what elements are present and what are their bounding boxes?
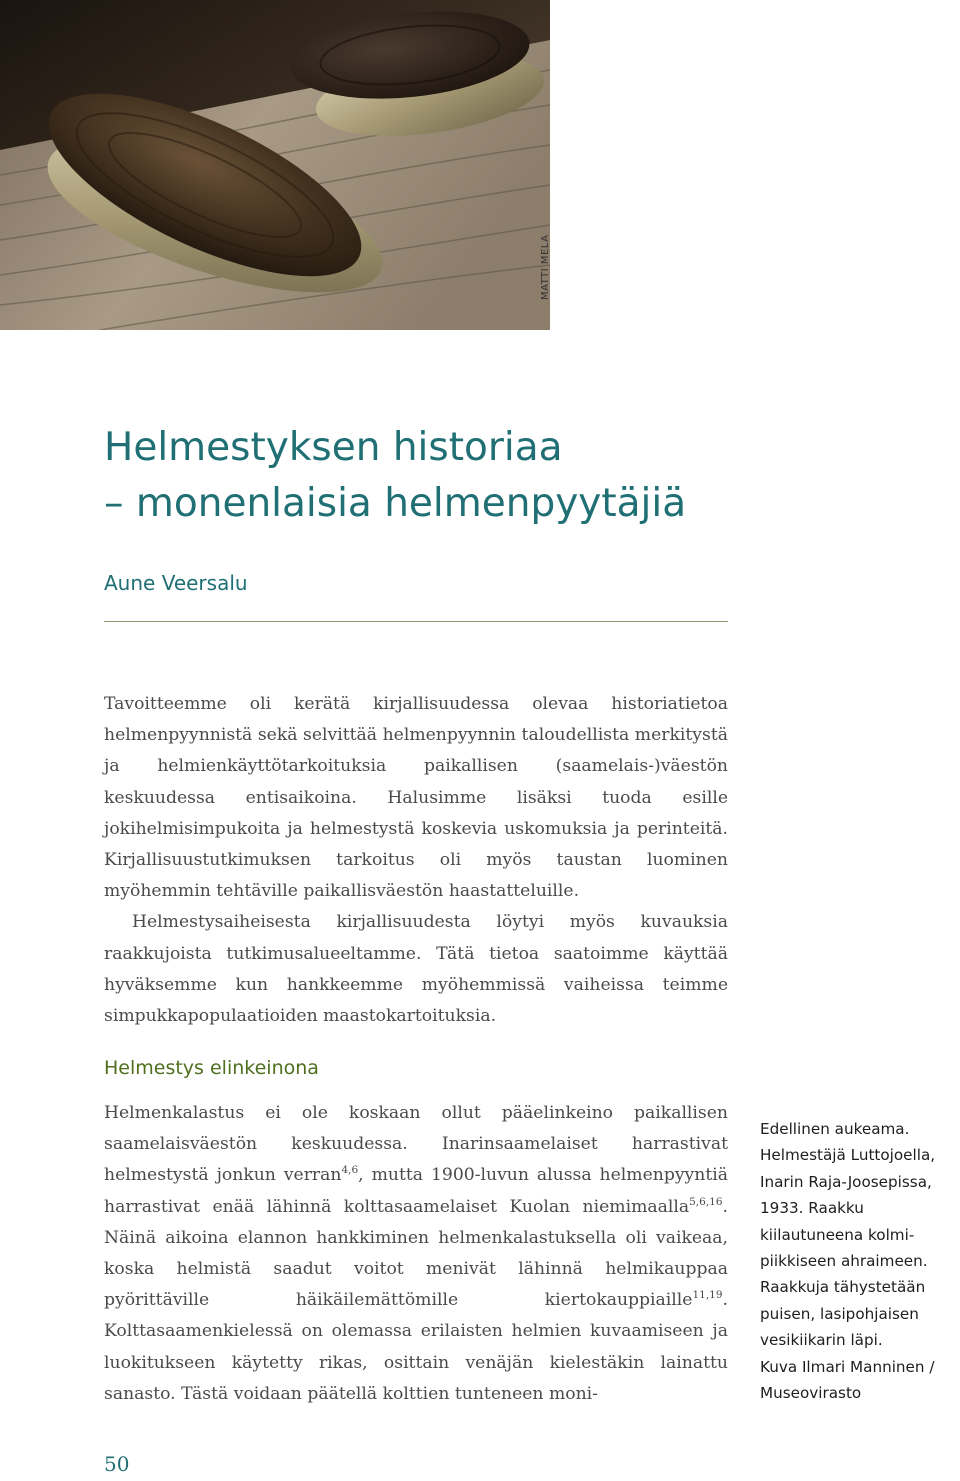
reference-superscript: 4,6 xyxy=(341,1164,359,1177)
photo-credit: MATTI MELA xyxy=(540,234,551,300)
text-segment: Helmenkalastus ei ole koskaan ollut pääelinkeino paikallisen saamelaisväestön keskuudessa. Inarinsaamelaiset harrastivat helmestystä jonkun verran xyxy=(104,1103,728,1186)
section-paragraph xyxy=(104,1098,728,1410)
section-heading: Helmestys elinkeinona xyxy=(104,1057,319,1079)
reference-superscript: 11,19 xyxy=(692,1289,723,1302)
page-number: 50 xyxy=(104,1452,130,1476)
title-divider xyxy=(104,621,728,622)
author-name: Aune Veersalu xyxy=(104,571,248,595)
article-title xyxy=(104,420,686,532)
image-caption: Edellinen aukeama. Helmestäjä Luttojoella, Inarin Raja-Joosepissa, 1933. Raakku kiilautuneena kolmi- piikkiseen ahraimeen. Raakkuja tähystetään puisen, lasipohjaisen vesikiikarin läpi. Kuva Ilmari Manninen / Museovirasto xyxy=(760,1120,936,1403)
text-segment: . Näinä aikoina elannon hankkiminen helmenkalastuksella oli vaikeaa, koska helmistä saadut voitot menivät lähinnä helmikauppaa pyörittäville häikäilemättömille kiertokauppiaille xyxy=(104,1196,728,1311)
reference-superscript: 5,6,16 xyxy=(689,1195,723,1208)
title-line-2: – monenlaisia helmenpyytäjiä xyxy=(104,481,687,526)
title-line-1: Helmestyksen historiaa xyxy=(104,425,563,470)
text-segment: . Kolttasaamenkielessä on olemassa erilaisten helmien kuvaamiseen ja luokitukseen käytetty rikas, osittain venäjän kielestäkin lainattu sanasto. Tästä voidaan päätellä kolttien tunteneen moni- xyxy=(104,1290,728,1404)
mussel-photo-image xyxy=(0,0,550,330)
mussel-photo xyxy=(0,0,550,330)
text-segment: , mutta 1900-luvun alussa helmenpyyntiä harrastivat enää lähinnä kolttasaamelaiset Kuolan niemimaalla xyxy=(104,1165,728,1217)
intro-text xyxy=(104,689,728,1032)
section-text xyxy=(104,1098,728,1410)
intro-paragraph-2: Helmestysaiheisesta kirjallisuudesta löytyi myös kuvauksia raakkujoista tutkimusalueeltamme. Tätä tietoa saatoimme käyttää hyväksemme kun hankkeemme myöhemmissä vaiheissa teimme simpukkapopulaatioiden maastokartoituksia. xyxy=(104,912,728,1027)
intro-paragraph-1: Tavoitteemme oli kerätä kirjallisuudessa olevaa historiatietoa helmenpyynnistä sekä selvittää helmenpyynnin taloudellista merkitystä ja helmienkäyttötarkoituksia paikallisen (saamelais-)väestön keskuudessa entisaikoina. Halusimme lisäksi tuoda esille jokihelmisimpukoita ja helmestystä koskevia uskomuksia ja perinteitä. Kirjallisuustutkimuksen tarkoitus oli myös taustan luominen myöhemmin tehtäville paikallisväestön haastatteluille. xyxy=(104,694,728,902)
